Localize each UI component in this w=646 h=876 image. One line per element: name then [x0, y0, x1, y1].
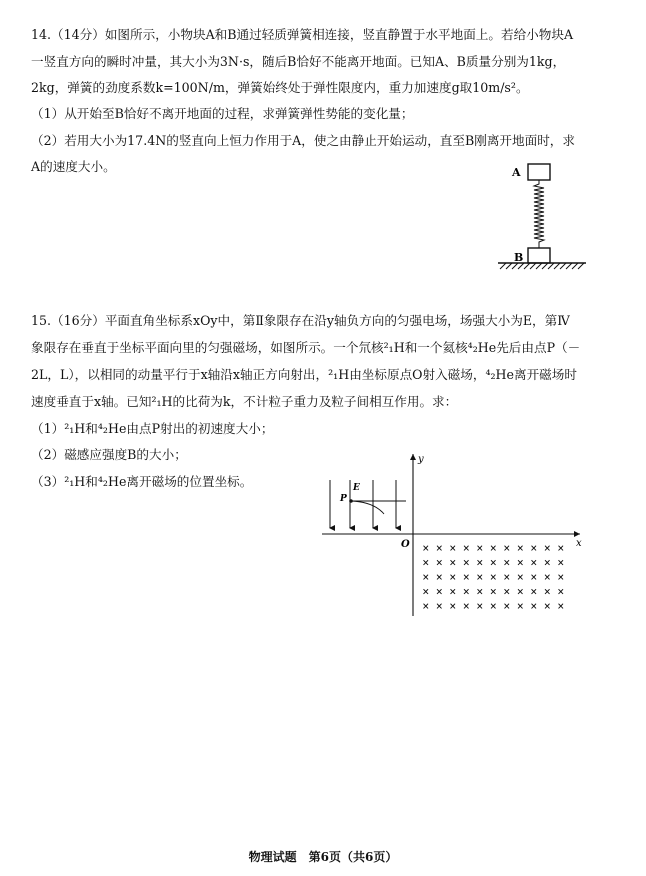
field-cross: × — [476, 544, 484, 554]
field-cross: × — [503, 587, 511, 598]
field-cross: × — [530, 602, 538, 612]
field-cross: × — [422, 573, 430, 583]
field-cross: × — [516, 558, 525, 569]
magnetic-field-crosses — [422, 544, 565, 612]
label-y: y — [418, 454, 424, 465]
field-cross: × — [543, 573, 552, 583]
q14-line-2: 一竖直方向的瞬时冲量，其大小为3N·s，随后B恰好不能离开地面。已知A、B质量分别为1kg， — [31, 54, 566, 69]
field-cross: × — [503, 544, 511, 554]
field-cross: × — [449, 558, 457, 569]
field-cross: × — [449, 544, 457, 554]
spring — [534, 180, 544, 248]
field-cross: × — [543, 558, 552, 569]
field-cross: × — [543, 587, 552, 598]
field-cross: × — [543, 544, 552, 554]
field-cross: × — [449, 602, 457, 612]
q15-field-figure — [318, 448, 588, 620]
field-cross: × — [489, 558, 498, 569]
q14-line-3: 2kg，弹簧的劲度系数k=100N/m，弹簧始终处于弹性限度内，重力加速度g取10m/s²。 — [31, 80, 529, 95]
field-cross: × — [489, 587, 498, 598]
label-p: P — [340, 494, 347, 504]
particle-trajectory — [351, 501, 384, 514]
q14-spring-figure — [490, 158, 590, 276]
ground-hatching — [500, 263, 584, 269]
field-cross: × — [516, 602, 525, 612]
label-b: B — [514, 251, 524, 264]
field-cross: × — [489, 573, 498, 583]
q15-part-2: （2）磁感应强度B的大小； — [31, 447, 187, 462]
field-cross: × — [557, 587, 565, 598]
field-cross: × — [476, 558, 484, 569]
field-cross: × — [557, 602, 565, 612]
field-cross: × — [557, 544, 565, 554]
q15-line-2: 象限存在垂直于坐标平面向里的匀强磁场，如图所示。一个氘核²₁H和一个氦核⁴₂He先后由点P（－ — [31, 340, 581, 355]
field-cross: × — [503, 602, 511, 612]
field-cross: × — [462, 544, 471, 554]
field-cross: × — [422, 602, 430, 612]
page-footer: 物理试题 第6页（共6页） — [248, 850, 398, 864]
q15-line-3: 2L，L），以相同的动量平行于x轴沿x轴正方向射出，²₁H由坐标原点O射入磁场，⁴₂He离开磁场时 — [31, 367, 577, 382]
field-cross: × — [530, 573, 538, 583]
field-cross: × — [476, 573, 484, 583]
label-o: O — [401, 539, 410, 550]
field-cross: × — [530, 587, 538, 598]
field-cross: × — [476, 602, 484, 612]
q14-part-1: （1）从开始至B恰好不离开地面的过程，求弹簧弹性势能的变化量； — [31, 106, 414, 121]
field-cross: × — [422, 544, 430, 554]
block-b — [528, 248, 550, 263]
field-cross: × — [435, 573, 444, 583]
q15-part-1: （1）²₁H和⁴₂He由点P射出的初速度大小； — [31, 421, 274, 436]
field-cross: × — [435, 558, 444, 569]
field-cross: × — [449, 587, 457, 598]
field-cross: × — [435, 544, 444, 554]
label-a: A — [512, 166, 521, 179]
label-x: x — [576, 538, 582, 549]
field-cross: × — [516, 587, 525, 598]
field-cross: × — [462, 602, 471, 612]
field-cross: × — [516, 544, 525, 554]
q14-line-1: 14.（14分）如图所示，小物块A和B通过轻质弹簧相连接，竖直静置于水平地面上。若给小物块A — [31, 27, 574, 42]
field-cross: × — [435, 587, 444, 598]
y-axis-arrow — [410, 454, 416, 460]
q14-line-6: A的速度大小。 — [31, 159, 116, 174]
field-cross: × — [422, 587, 430, 598]
q15-line-4: 速度垂直于x轴。已知²₁H的比荷为k，不计粒子重力及粒子间相互作用。求： — [31, 394, 458, 409]
field-cross: × — [462, 558, 471, 569]
block-a — [528, 164, 550, 180]
field-cross: × — [530, 558, 538, 569]
field-cross: × — [503, 558, 511, 569]
field-cross: × — [462, 587, 471, 598]
field-cross: × — [557, 558, 565, 569]
field-cross: × — [543, 602, 552, 612]
field-cross: × — [530, 544, 538, 554]
field-cross: × — [435, 602, 444, 612]
field-cross: × — [516, 573, 525, 583]
field-cross: × — [489, 602, 498, 612]
field-cross: × — [476, 587, 484, 598]
q15-part-3: （3）²₁H和⁴₂He离开磁场的位置坐标。 — [31, 474, 253, 489]
field-cross: × — [422, 558, 430, 569]
label-e: E — [353, 483, 360, 493]
field-cross: × — [489, 544, 498, 554]
field-cross: × — [557, 573, 565, 583]
q14-part-2: （2）若用大小为17.4N的竖直向上恒力作用于A，使之由静止开始运动，直至B刚离开地面时，求 — [31, 133, 575, 148]
electric-field-lines — [330, 480, 396, 528]
field-cross: × — [503, 573, 511, 583]
q15-line-1: 15.（16分）平面直角坐标系xOy中，第Ⅱ象限存在沿y轴负方向的匀强电场，场强大小为E，第Ⅳ — [31, 313, 570, 328]
field-cross: × — [449, 573, 457, 583]
x-axis-arrow — [574, 531, 580, 537]
field-cross: × — [462, 573, 471, 583]
